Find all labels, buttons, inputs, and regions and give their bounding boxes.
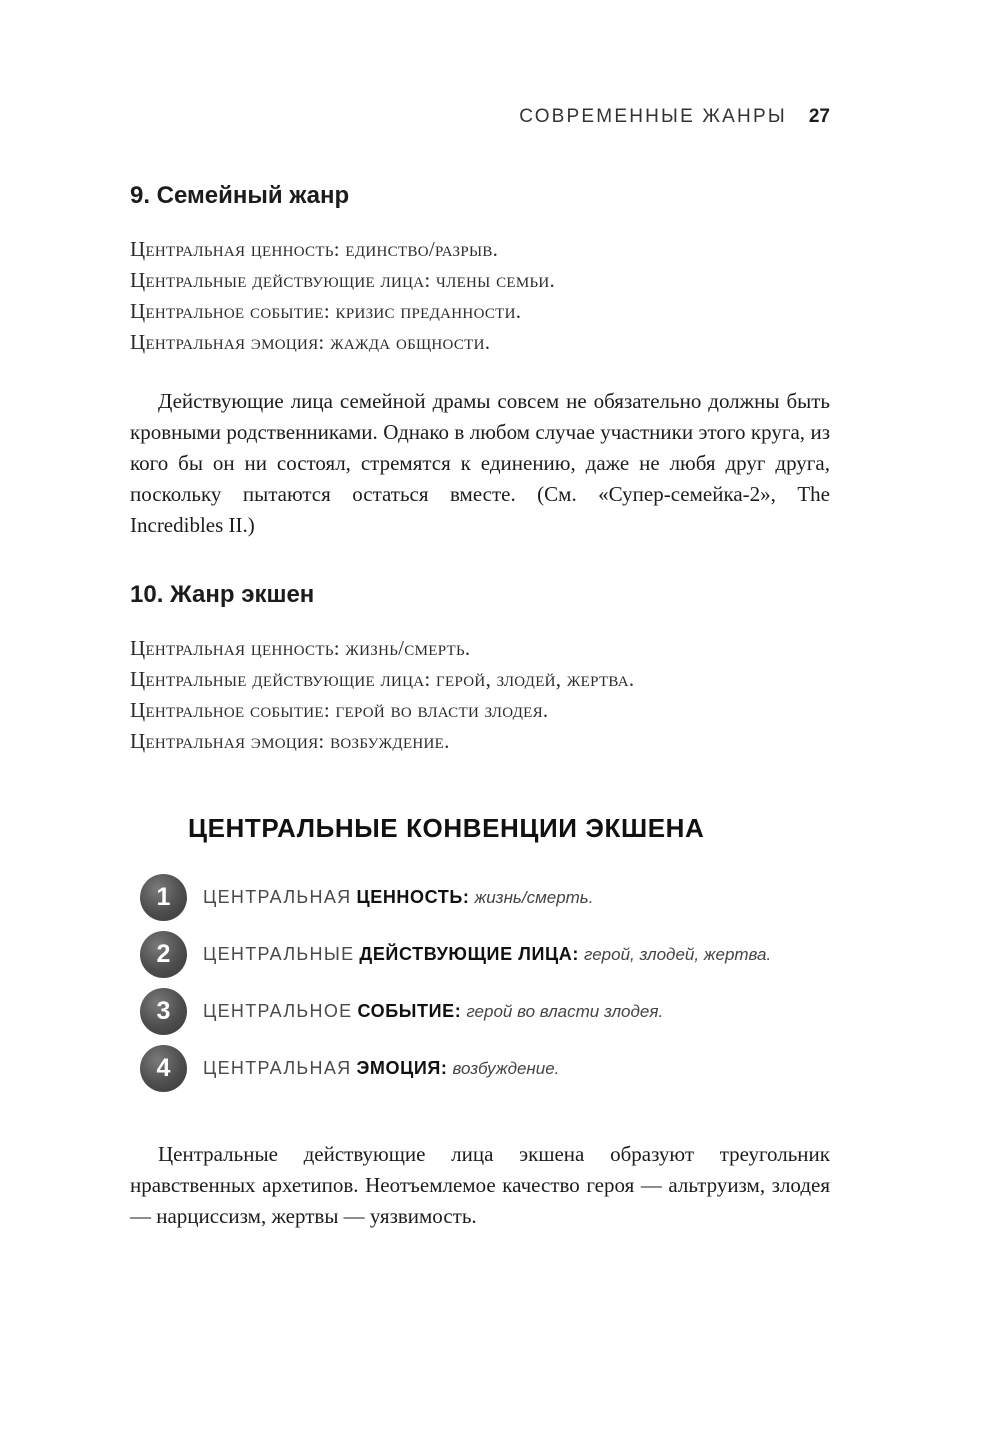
fact-line: Центральная ценность: единство/разрыв. [130,237,499,261]
convention-item [140,873,900,921]
convention-prefix: ЦЕНТРАЛЬНОЕ [203,1000,353,1021]
family-genre-paragraph: Действующие лица семейной драмы совсем не обязательно должны быть кровными родственниками. Однако в любом случае участники этого круга, из кого бы он ни состоял, стремятся к единению, даже не любя друг друга, поскольку пытаются остаться вместе. (См. «Супер-семейка-2», The Incredibles II.) [130,389,830,537]
convention-value: жизнь/смерть. [474,887,594,907]
conventions-title: ЦЕНТРАЛЬНЫЕ КОНВЕНЦИИ ЭКШЕНА [188,813,705,843]
fact-line: Центральные действующие лица: члены семьи. [130,268,556,292]
convention-key: ДЕЙСТВУЮЩИЕ ЛИЦА: [359,943,579,964]
convention-prefix: ЦЕНТРАЛЬНЫЕ [203,943,355,964]
action-genre-heading: 10. Жанр экшен [130,581,315,608]
fact-line: Центральная эмоция: возбуждение. [130,729,450,753]
family-genre-heading: 9. Семейный жанр [130,182,350,209]
closing-paragraph: Центральные действующие лица экшена образуют треугольник нравственных архетипов. Неотъемлемое качество героя — альтруизм, злодея — нарциссизм, жертвы — уязвимость. [130,1142,830,1228]
convention-text [203,944,771,965]
convention-key: ЦЕННОСТЬ: [356,886,470,907]
fact-line: Центральное событие: герой во власти злодея. [130,698,549,722]
page-number: 27 [808,106,830,127]
convention-text [203,1058,559,1079]
number-badge: 4 [140,1045,187,1092]
convention-item [140,930,900,978]
convention-prefix: ЦЕНТРАЛЬНАЯ [203,1057,352,1078]
conventions-list [140,873,900,1101]
action-genre-section [130,581,830,757]
convention-item [140,1044,900,1092]
fact-line: Центральная ценность: жизнь/смерть. [130,636,471,660]
family-genre-section [130,182,830,358]
convention-value: возбуждение. [452,1058,560,1078]
number-badge: 2 [140,931,187,978]
fact-line: Центральная эмоция: жажда общности. [130,330,491,354]
convention-text [203,887,593,908]
convention-value: герой во власти злодея. [466,1001,664,1021]
running-head [519,106,830,128]
convention-key: ЭМОЦИЯ: [356,1057,448,1078]
fact-line: Центральное событие: кризис преданности. [130,299,522,323]
convention-key: СОБЫТИЕ: [357,1000,462,1021]
running-title: СОВРЕМЕННЫЕ ЖАНРЫ [519,106,787,127]
family-genre-facts [130,234,830,358]
number-badge: 1 [140,874,187,921]
convention-value: герой, злодей, жертва. [584,944,772,964]
convention-prefix: ЦЕНТРАЛЬНАЯ [203,886,352,907]
number-badge: 3 [140,988,187,1035]
convention-text [203,1001,663,1022]
action-genre-facts [130,633,830,757]
fact-line: Центральные действующие лица: герой, злодей, жертва. [130,667,635,691]
convention-item [140,987,900,1035]
